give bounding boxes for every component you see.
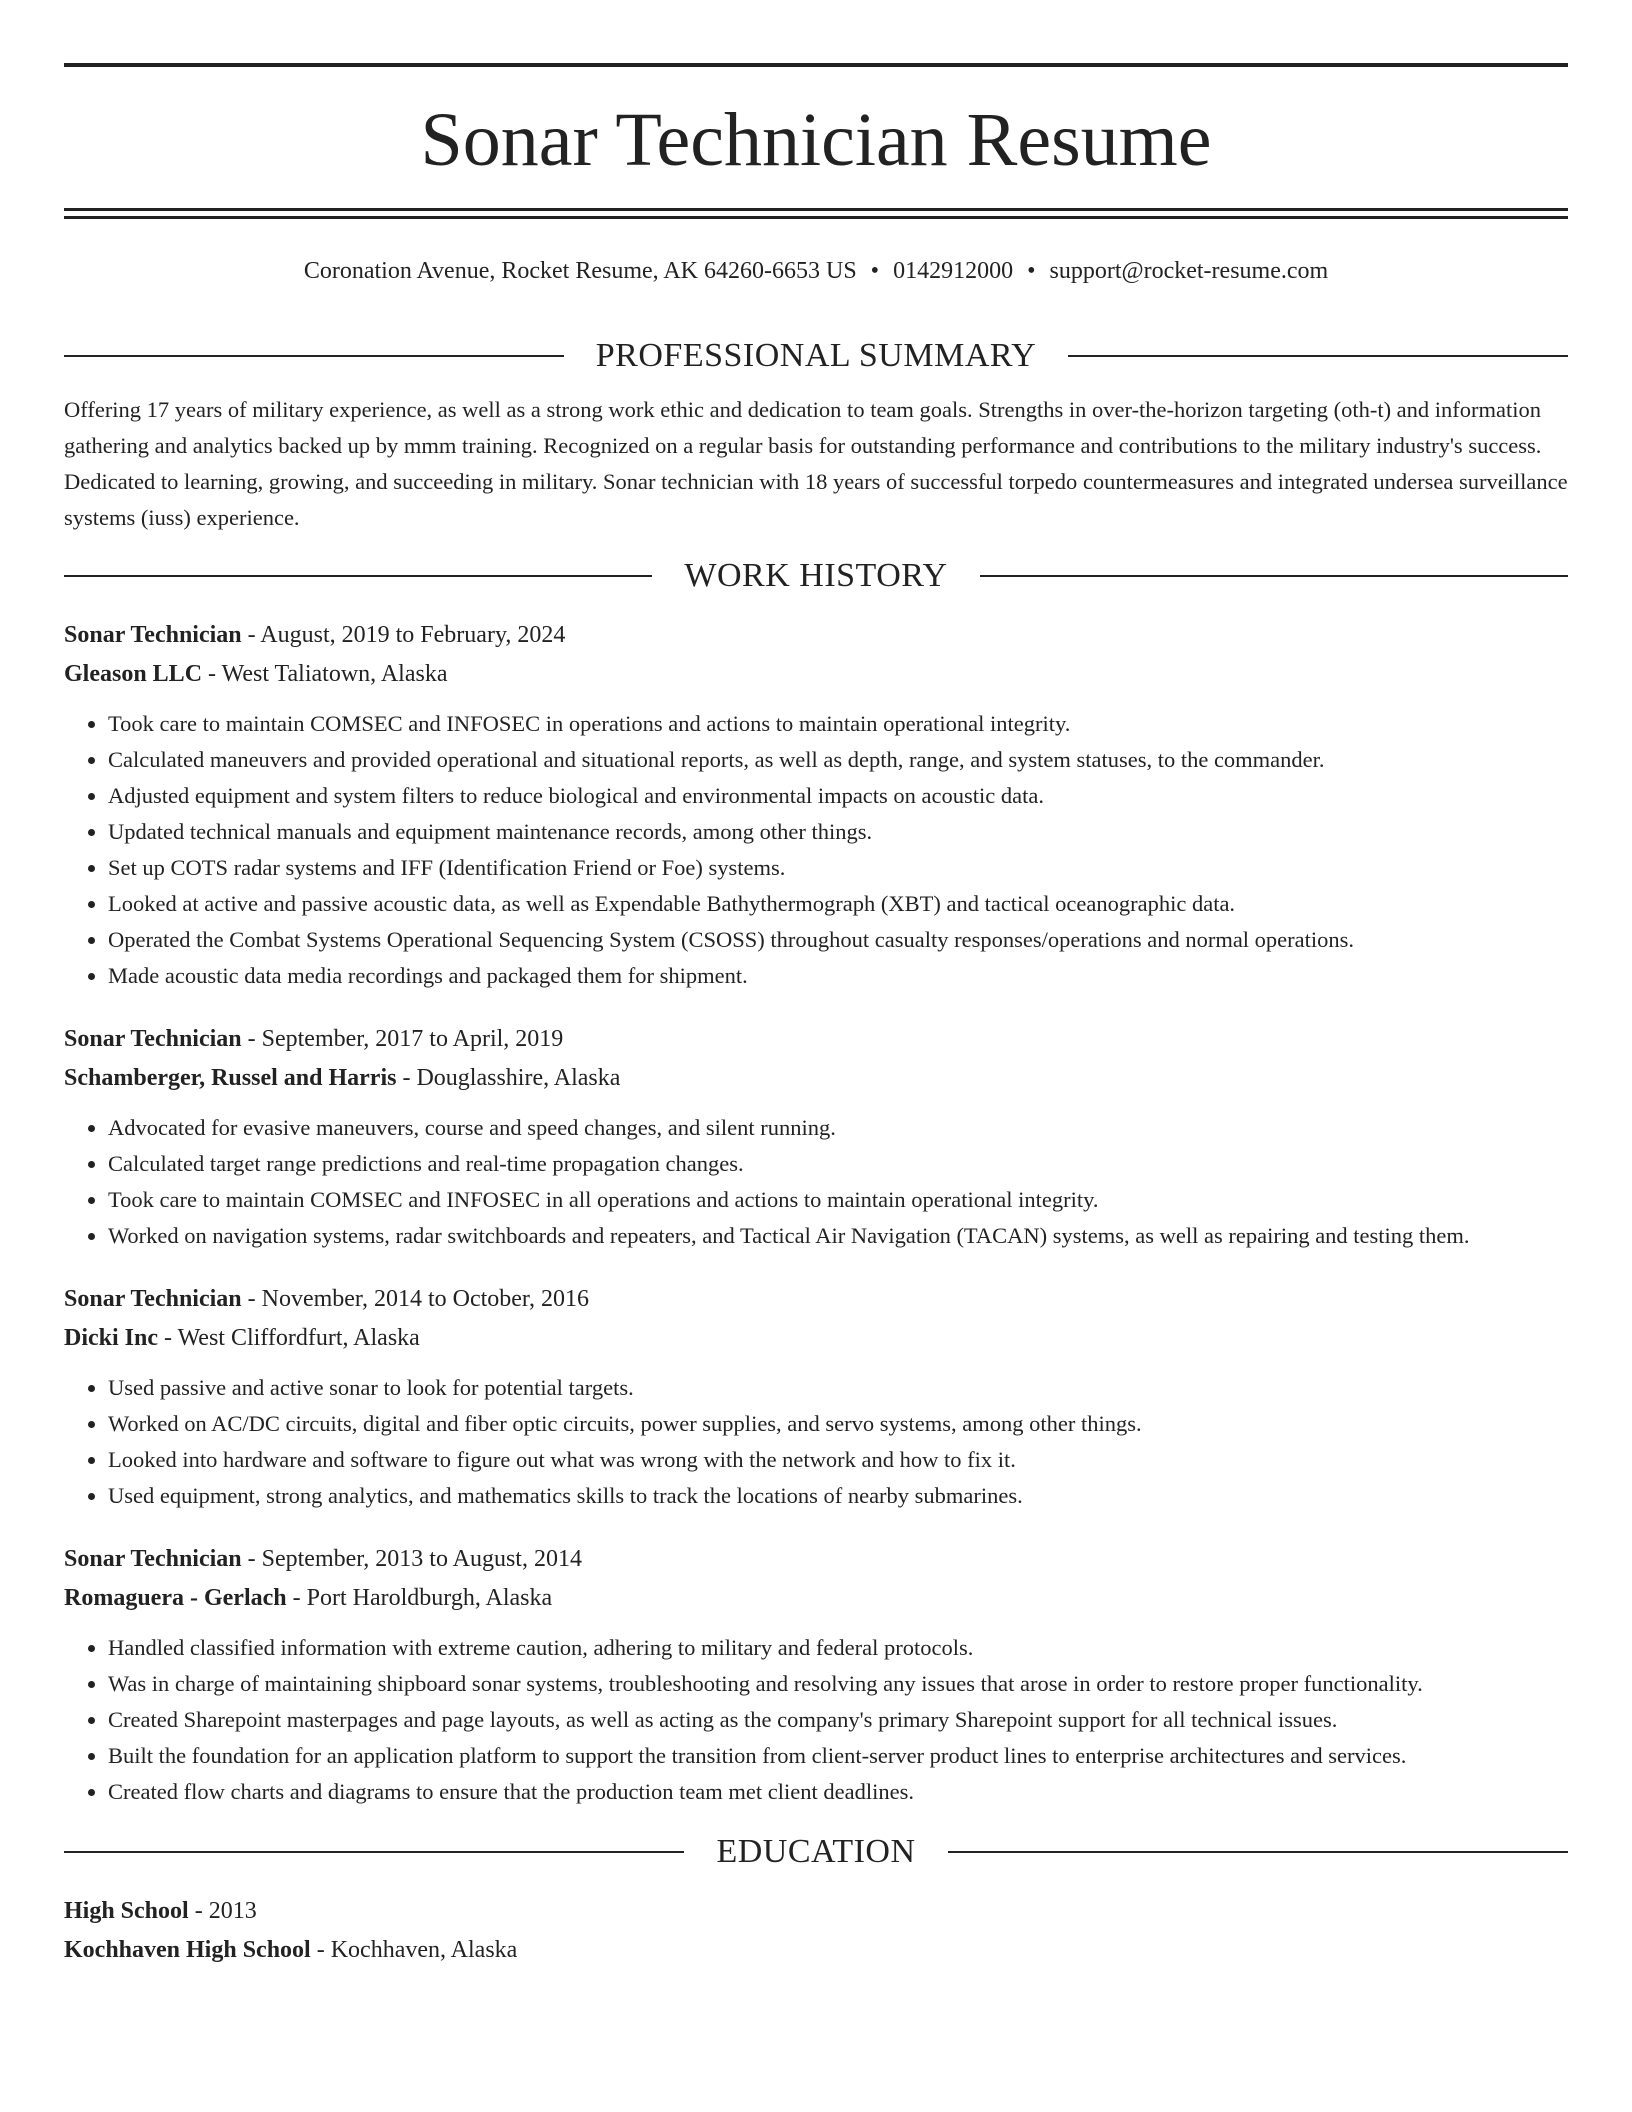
list-item: • Calculated maneuvers and provided operational and situational reports, as well as depth, range, and system statuses, to the commander. xyxy=(108,742,1568,778)
list-item: • Calculated target range predictions and real-time propagation changes. xyxy=(108,1146,1568,1182)
job-role: Sonar Technician xyxy=(64,1546,242,1572)
job-title-line xyxy=(64,1280,1568,1319)
section-divider xyxy=(948,1851,1568,1853)
job-entry xyxy=(64,1020,1568,1254)
work-heading: WORK HISTORY xyxy=(684,557,948,594)
education-year: - 2013 xyxy=(188,1898,257,1924)
page-title: Sonar Technician Resume xyxy=(420,98,1212,182)
list-item: • Built the foundation for an application platform to support the transition from client-server product lines to enterprise architectures and services. xyxy=(108,1738,1568,1774)
job-location: - West Cliffordfurt, Alaska xyxy=(158,1325,420,1351)
section-divider xyxy=(64,355,564,357)
list-item: • Operated the Combat Systems Operational Sequencing System (CSOSS) throughout casualty responses/operations and normal operations. xyxy=(108,922,1568,958)
job-bullets xyxy=(64,1630,1568,1810)
education-heading: EDUCATION xyxy=(716,1833,916,1870)
job-role: Sonar Technician xyxy=(64,1026,242,1052)
contact-separator: • xyxy=(1027,258,1036,284)
summary-text: Offering 17 years of military experience, as well as a strong work ethic and dedication to team goals. Strengths in over-the-horizon targeting (oth-t) and information gathering and analytics backed up by mmm training. Recognized on a regular basis for outstanding performance and contributions to the military industry's success. Dedicated to learning, growing, and succeeding in military. Sonar technician with 18 years of successful torpedo countermeasures and integrated undersea surveillance systems (iuss) experience. xyxy=(64,397,1568,530)
list-item: • Used equipment, strong analytics, and mathematics skills to track the locations of nearby submarines. xyxy=(108,1478,1568,1514)
summary-section-header xyxy=(64,330,1568,382)
list-item: • Set up COTS radar systems and IFF (Identification Friend or Foe) systems. xyxy=(108,850,1568,886)
list-item: • Looked into hardware and software to figure out what was wrong with the network and how to fix it. xyxy=(108,1442,1568,1478)
job-location: - Port Haroldburgh, Alaska xyxy=(286,1585,553,1611)
contact-email: support@rocket-resume.com xyxy=(1049,258,1329,284)
resume-content xyxy=(64,330,1568,1970)
list-item: • Made acoustic data media recordings and packaged them for shipment. xyxy=(108,958,1568,994)
education-school: Kochhaven High School xyxy=(64,1937,311,1963)
section-divider xyxy=(980,575,1568,577)
education-degree: High School xyxy=(64,1898,189,1924)
contact-separator: • xyxy=(870,258,880,284)
work-section-header xyxy=(64,550,1568,602)
title-rule-lower xyxy=(64,216,1568,219)
education-entry xyxy=(64,1892,1568,1970)
job-dates: - August, 2019 to February, 2024 xyxy=(241,622,566,648)
education-location: - Kochhaven, Alaska xyxy=(310,1937,518,1963)
education-section-header xyxy=(64,1826,1568,1878)
list-item: • Took care to maintain COMSEC and INFOSEC in all operations and actions to maintain operational integrity. xyxy=(108,1182,1568,1218)
summary-heading: PROFESSIONAL SUMMARY xyxy=(595,337,1037,374)
job-company: Dicki Inc xyxy=(64,1325,159,1351)
title-rule-upper xyxy=(64,208,1568,211)
job-dates: - November, 2014 to October, 2016 xyxy=(241,1286,589,1312)
job-title-line xyxy=(64,1020,1568,1059)
list-item: • Created flow charts and diagrams to ensure that the production team met client deadlines. xyxy=(108,1774,1568,1810)
job-entry xyxy=(64,1280,1568,1514)
job-company: Gleason LLC xyxy=(64,661,203,687)
job-company-line xyxy=(64,655,1568,694)
education-school-line xyxy=(64,1931,1568,1970)
list-item: • Worked on AC/DC circuits, digital and fiber optic circuits, power supplies, and servo systems, among other things. xyxy=(108,1406,1568,1442)
job-bullets xyxy=(64,706,1568,994)
job-entry xyxy=(64,1540,1568,1810)
job-entry xyxy=(64,616,1568,994)
section-divider xyxy=(64,1851,684,1853)
contact-line xyxy=(64,254,1568,288)
list-item: • Adjusted equipment and system filters to reduce biological and environmental impacts on acoustic data. xyxy=(108,778,1568,814)
contact-address: Coronation Avenue, Rocket Resume, AK 64260-6653 US xyxy=(303,258,857,284)
education-degree-line xyxy=(64,1892,1568,1931)
job-title-line xyxy=(64,1540,1568,1579)
list-item: • Took care to maintain COMSEC and INFOSEC in operations and actions to maintain operational integrity. xyxy=(108,706,1568,742)
job-dates: - September, 2013 to August, 2014 xyxy=(241,1546,582,1572)
list-item: • Was in charge of maintaining shipboard sonar systems, troubleshooting and resolving any issues that arose in order to restore proper functionality. xyxy=(108,1666,1568,1702)
job-company-line xyxy=(64,1059,1568,1098)
list-item: • Updated technical manuals and equipment maintenance records, among other things. xyxy=(108,814,1568,850)
list-item: • Used passive and active sonar to look for potential targets. xyxy=(108,1370,1568,1406)
job-location: - West Taliatown, Alaska xyxy=(202,661,448,687)
job-bullets xyxy=(64,1110,1568,1254)
job-location: - Douglasshire, Alaska xyxy=(396,1065,621,1091)
list-item: • Handled classified information with extreme caution, adhering to military and federal protocols. xyxy=(108,1630,1568,1666)
job-company: Schamberger, Russel and Harris xyxy=(64,1065,397,1091)
job-bullets xyxy=(64,1370,1568,1514)
section-divider xyxy=(1068,355,1568,357)
list-item: • Looked at active and passive acoustic data, as well as Expendable Bathythermograph (XBT) and tactical oceanographic data. xyxy=(108,886,1568,922)
job-role: Sonar Technician xyxy=(64,622,242,648)
job-company-line xyxy=(64,1579,1568,1618)
job-company-line xyxy=(64,1319,1568,1358)
job-title-line xyxy=(64,616,1568,655)
job-dates: - September, 2017 to April, 2019 xyxy=(241,1026,564,1052)
list-item: • Created Sharepoint masterpages and page layouts, as well as acting as the company's primary Sharepoint support for all technical issues. xyxy=(108,1702,1568,1738)
contact-phone: 0142912000 xyxy=(893,258,1014,284)
top-rule xyxy=(64,63,1568,67)
section-divider xyxy=(64,575,652,577)
list-item: • Worked on navigation systems, radar switchboards and repeaters, and Tactical Air Navigation (TACAN) systems, as well as repairing and testing them. xyxy=(108,1218,1568,1254)
list-item: • Advocated for evasive maneuvers, course and speed changes, and silent running. xyxy=(108,1110,1568,1146)
job-company: Romaguera - Gerlach xyxy=(64,1585,287,1611)
job-role: Sonar Technician xyxy=(64,1286,242,1312)
